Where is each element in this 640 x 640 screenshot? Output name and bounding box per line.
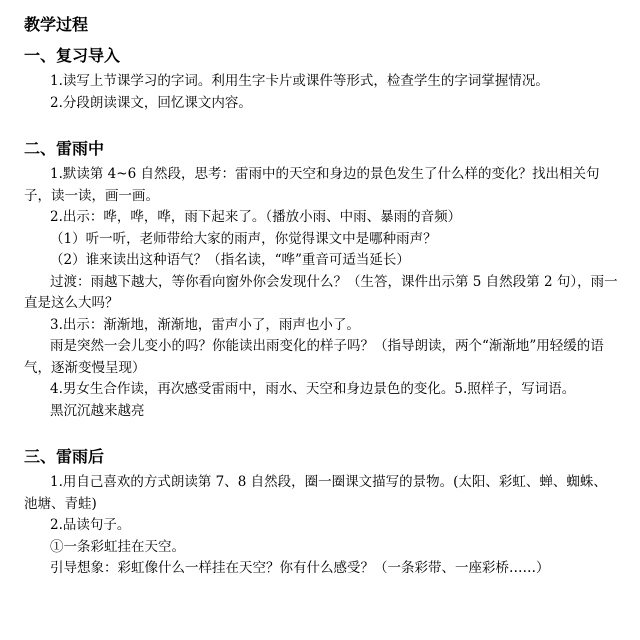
- section-heading: 二、雷雨中: [24, 139, 105, 158]
- section-after-storm: [24, 446, 620, 580]
- paragraph: 黑沉沉越来越亮: [50, 402, 145, 419]
- section-heading: 三、雷雨后: [24, 447, 105, 466]
- section-review: [24, 45, 620, 114]
- paragraph: 过渡：雨越下越大，等你看向窗外你会发现什么？（生答，课件出示第 5 自然段第 2 句），雨一直是这么大吗？: [24, 273, 618, 311]
- paragraph: （1）听一听，老师带给大家的雨声，你觉得课文中是哪种雨声？: [50, 230, 437, 247]
- paragraph: 引导想象：彩虹像什么一样挂在天空？你有什么感受？（一条彩带、一座彩桥……）: [50, 560, 550, 576]
- paragraph: 4.男女生合作读，再次感受雷雨中，雨水、天空和身边景色的变化。5.照样子，写词语。: [50, 381, 576, 397]
- paragraph: 2.品读句子。: [50, 517, 131, 533]
- document-title: 教学过程: [24, 15, 89, 34]
- paragraph: （2）谁来读出这种语气？（指名读，“哗”重音可适当延长）: [50, 252, 410, 268]
- paragraph: ①一条彩虹挂在天空。: [50, 538, 185, 555]
- paragraph: 1.默读第 4~6 自然段，思考：雷雨中的天空和身边的景色发生了什么样的变化？找出相关句子，读一读，画一画。: [24, 166, 600, 204]
- paragraph: 2.出示：哗，哗，哗，雨下起来了。（播放小雨、中雨、暴雨的音频）: [50, 209, 462, 225]
- paragraph: 1.读写上节课学习的字词。利用生字卡片或课件等形式，检查学生的字词掌握情况。: [50, 73, 549, 89]
- paragraph: 3.出示：渐渐地，渐渐地，雷声小了，雨声也小了。: [50, 316, 360, 333]
- paragraph: 雨是突然一会儿变小的吗？你能读出雨变化的样子吗？（指导朗读，两个“渐渐地”用轻缓的语气，逐渐变慢呈现）: [24, 338, 604, 376]
- section-heading: 一、复习导入: [24, 46, 121, 65]
- section-during-storm: [24, 138, 620, 422]
- paragraph: 2.分段朗读课文，回忆课文内容。: [50, 94, 252, 111]
- paragraph: 1.用自己喜欢的方式朗读第 7、8 自然段，圈一圈课文描写的景物。(太阳、彩虹、蝉、蜘蛛、池塘、青蛙): [24, 474, 607, 512]
